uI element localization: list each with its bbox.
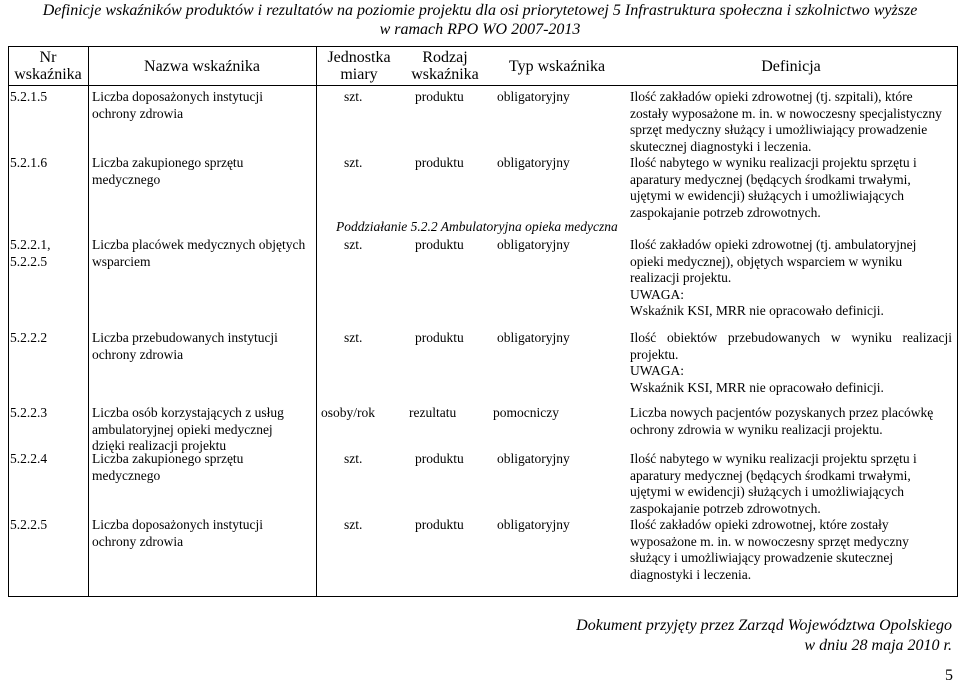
column-header-kind-line2: wskaźnika <box>411 66 479 83</box>
subsection-heading: Poddziałanie 5.2.2 Ambulatoryjna opieka medyczna <box>336 219 618 234</box>
indicator-number: 5.2.2.5 <box>10 517 48 532</box>
indicator-name-line: Liczba przebudowanych instytucji <box>92 330 278 345</box>
type-value: obligatoryjny <box>497 517 570 532</box>
unit-value: szt. <box>344 89 363 104</box>
column-header-definition: Definicja <box>761 58 821 75</box>
note-label: UWAGA: <box>630 363 684 378</box>
indicator-number: 5.2.2.2 <box>10 330 48 345</box>
indicator-name-line: Liczba zakupionego sprzętu <box>92 451 244 466</box>
definition-text: Ilość nabytego w wyniku realizacji projektu sprzętu i aparatury medycznej (będących środkami trwałymi, ujętymi w ewidencji) służących i umożliwiających zaspokajanie potrzeb zdrowotnych. <box>630 155 917 220</box>
table-bottom-border <box>8 596 958 597</box>
indicator-name-line: Liczba zakupionego sprzętu <box>92 155 244 170</box>
indicator-name-line: Liczba doposażonych instytucji <box>92 89 263 104</box>
indicator-name-line: dzięki realizacji projektu <box>92 438 227 453</box>
type-value: obligatoryjny <box>497 237 570 252</box>
indicator-name-line: ochrony zdrowia <box>92 533 184 549</box>
table-left-border <box>8 46 9 596</box>
footer-adoption-date: w dniu 28 maja 2010 r. <box>804 637 952 654</box>
indicator-name-line: Liczba doposażonych instytucji <box>92 517 263 532</box>
column-header-nr-line1: Nr <box>39 49 57 66</box>
column-divider-name <box>316 46 317 596</box>
note-label: UWAGA: <box>630 286 684 302</box>
indicator-number: 5.2.2.3 <box>10 405 48 420</box>
column-header-name: Nazwa wskaźnika <box>144 58 260 75</box>
footer-adoption-note: Dokument przyjęty przez Zarząd Województwa Opolskiego <box>576 617 952 634</box>
unit-value: szt. <box>344 237 363 252</box>
indicator-name-line: wsparciem <box>92 253 151 269</box>
indicator-name-line: ambulatoryjnej opieki medycznej <box>92 421 273 437</box>
definition-text: Ilość obiektów przebudowanych w wyniku realizacji projektu. <box>630 330 952 362</box>
kind-value: produktu <box>415 89 464 104</box>
page-number: 5 <box>945 667 953 684</box>
unit-value: szt. <box>344 330 363 345</box>
indicator-number: 5.2.2.1, <box>10 237 51 252</box>
table-header-bottom-border <box>8 85 958 86</box>
indicator-name-line: medycznego <box>92 171 161 187</box>
indicator-name-line: Liczba osób korzystających z usług <box>92 405 284 420</box>
type-value: obligatoryjny <box>497 89 570 104</box>
column-header-type: Typ wskaźnika <box>508 58 606 75</box>
definition-text: Ilość nabytego w wyniku realizacji projektu sprzętu i aparatury medycznej (będących środkami trwałymi, ujętymi w ewidencji) służących i umożliwiających zaspokajanie potrzeb zdrowotnych. <box>630 451 917 516</box>
type-value: obligatoryjny <box>497 451 570 466</box>
unit-value: szt. <box>344 155 363 170</box>
column-header-nr-line2: wskaźnika <box>14 66 82 83</box>
note-text: Wskaźnik KSI, MRR nie opracowało definicji. <box>630 379 884 395</box>
definition-text: Ilość zakładów opieki zdrowotnej (tj. ambulatoryjnej opieki medycznej), objętych wsparciem w wyniku realizacji projektu. <box>630 237 917 285</box>
column-header-unit-line2: miary <box>340 66 378 83</box>
indicator-name-line: ochrony zdrowia <box>92 346 184 362</box>
kind-value: produktu <box>415 517 464 532</box>
indicator-name-line: ochrony zdrowia <box>92 105 184 121</box>
definition-text: Ilość zakładów opieki zdrowotnej, które zostały wyposażone m. in. w nowoczesny sprzęt medyczny służący i umożliwiający prowadzenie skutecznej diagnostyki i leczenia. <box>630 517 909 582</box>
kind-value: rezultatu <box>409 405 457 420</box>
indicator-number: 5.2.2.5 <box>10 253 48 269</box>
indicator-number: 5.2.1.5 <box>10 89 48 104</box>
column-header-unit-line1: Jednostka <box>327 49 391 66</box>
unit-value: szt. <box>344 451 363 466</box>
kind-value: produktu <box>415 451 464 466</box>
kind-value: produktu <box>415 237 464 252</box>
note-text: Wskaźnik KSI, MRR nie opracowało definicji. <box>630 303 884 318</box>
unit-value: szt. <box>344 517 363 532</box>
kind-value: produktu <box>415 155 464 170</box>
definition-text: Liczba nowych pacjentów pozyskanych przez placówkę ochrony zdrowia w wyniku realizacji projektu. <box>630 405 934 437</box>
type-value: pomocniczy <box>493 405 559 420</box>
indicator-number: 5.2.2.4 <box>10 451 48 466</box>
indicator-name-line: medycznego <box>92 467 161 483</box>
document-header-subtitle: w ramach RPO WO 2007-2013 <box>379 21 581 38</box>
column-header-kind-line1: Rodzaj <box>422 49 468 66</box>
definition-text: Ilość zakładów opieki zdrowotnej (tj. szpitali), które zostały wyposażone m. in. w nowoczesny specjalistyczny sprzęt medyczny służący i umożliwiający prowadzenie skutecznej diagnostyki i leczenia. <box>630 89 942 154</box>
document-header-title: Definicje wskaźników produktów i rezultatów na poziomie projektu dla osi priorytetowej 5 Infrastruktura społeczna i szkolnictwo wyższe <box>42 2 918 19</box>
table-right-border <box>957 46 958 596</box>
table-top-border <box>8 46 958 47</box>
indicator-name-line: Liczba placówek medycznych objętych <box>92 237 306 252</box>
indicator-number: 5.2.1.6 <box>10 155 48 170</box>
type-value: obligatoryjny <box>497 330 570 345</box>
unit-value: osoby/rok <box>321 405 375 420</box>
column-divider-nr <box>88 46 89 596</box>
kind-value: produktu <box>415 330 464 345</box>
type-value: obligatoryjny <box>497 155 570 170</box>
